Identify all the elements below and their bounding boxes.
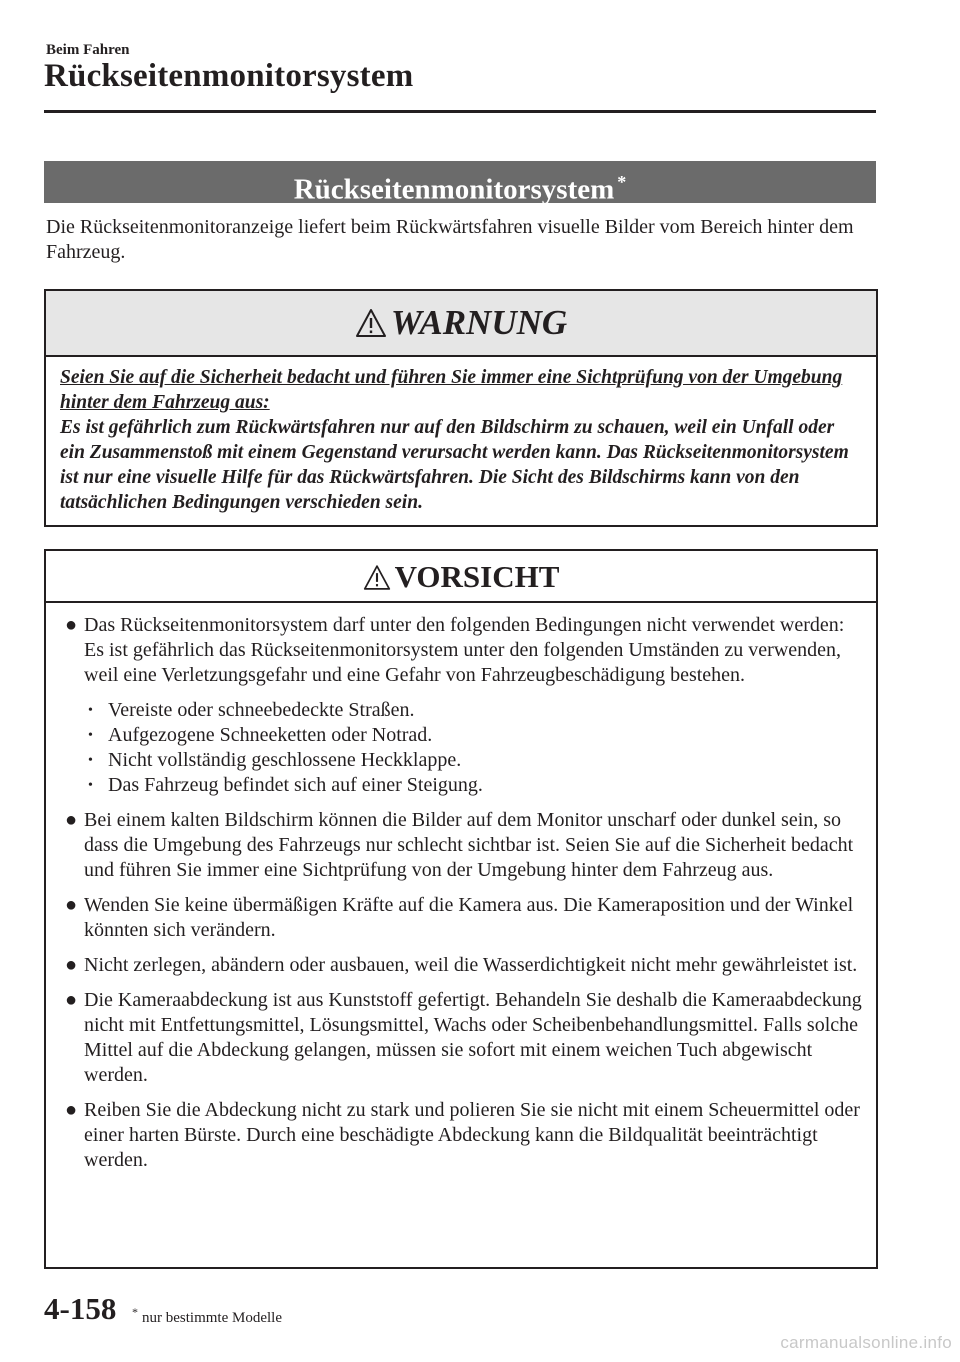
list-item bbox=[62, 808, 862, 883]
sub-bullet-icon: • bbox=[88, 778, 93, 793]
topic-heading: Rückseitenmonitorsystem bbox=[293, 173, 615, 206]
caution-triangle-icon bbox=[363, 564, 391, 591]
list-item bbox=[62, 893, 862, 943]
warning-text: Es ist gefährlich zum Rückwärtsfahren nur auf den Bildschirm zu schauen, weil ein Unfall oder ein Zusammenstoß mit einem Gegenstand verursacht werden kann. Das Rückseitenmonitorsystem ist nur eine visuelle Hilfe für das Rückwärtsfahren. Die Sicht des Bildschirms kann von den tatsächlichen Bedingungen verschieden sein. bbox=[60, 417, 849, 513]
bullet-icon: ● bbox=[65, 1099, 78, 1121]
section-label: Beim Fahren bbox=[46, 42, 130, 58]
warning-lead: Seien Sie auf die Sicherheit bedacht und führen Sie immer eine Sichtprüfung von der Umgebung hinter dem Fahrzeug aus: bbox=[60, 367, 843, 413]
list-item-text: Nicht zerlegen, abändern oder ausbauen, weil die Wasserdichtigkeit nicht mehr gewährleistet ist. bbox=[84, 954, 858, 976]
topic-star-marker: * bbox=[617, 172, 627, 192]
list-item-text: Bei einem kalten Bildschirm können die Bilder auf dem Monitor unscharf oder dunkel sein, so dass die Umgebung des Fahrzeugs nur schlecht sichtbar ist. Seien Sie auf die Sicherheit bedacht und führen Sie immer eine Sichtprüfung von der Umgebung hinter dem Fahrzeug aus. bbox=[84, 809, 854, 881]
title-divider bbox=[44, 110, 876, 113]
sublist-item bbox=[84, 748, 862, 773]
sub-bullet-icon: • bbox=[88, 728, 93, 743]
list-item bbox=[62, 613, 862, 798]
sublist-item-text: Nicht vollständig geschlossene Heckklappe. bbox=[108, 749, 462, 771]
list-item-text: Reiben Sie die Abdeckung nicht zu stark und polieren Sie sie nicht mit einem Scheuermittel oder einer harten Bürste. Durch eine beschädigte Abdeckung kann die Bildqualität beeinträchtigt werden. bbox=[84, 1099, 860, 1171]
sublist-item-text: Vereiste oder schneebedeckte Straßen. bbox=[108, 699, 415, 721]
bullet-icon: ● bbox=[65, 614, 78, 636]
footnote-star-marker: * bbox=[132, 1305, 138, 1319]
warning-title: WARNUNG bbox=[390, 303, 568, 342]
topic-heading-bar bbox=[44, 161, 876, 206]
caution-box bbox=[44, 549, 878, 1269]
list-item bbox=[62, 953, 862, 978]
footnote bbox=[132, 1305, 282, 1327]
condition-sublist bbox=[84, 698, 862, 798]
list-item-text: Wenden Sie keine übermäßigen Kräfte auf die Kamera aus. Die Kameraposition und der Winkel könnten sich verändern. bbox=[84, 894, 854, 941]
intro-paragraph: Die Rückseitenmonitoranzeige liefert beim Rückwärtsfahren visuelle Bilder vom Bereich hinter dem Fahrzeug. bbox=[46, 216, 854, 263]
caution-title: VORSICHT bbox=[394, 559, 560, 594]
sublist-item bbox=[84, 723, 862, 748]
warning-body bbox=[46, 357, 876, 515]
page-number: 4-158 bbox=[44, 1291, 117, 1326]
warning-box bbox=[44, 289, 878, 527]
sublist-item bbox=[84, 773, 862, 798]
warning-header bbox=[46, 291, 876, 357]
bullet-icon: ● bbox=[65, 954, 78, 976]
list-item bbox=[62, 988, 862, 1088]
sublist-item-text: Das Fahrzeug befindet sich auf einer Steigung. bbox=[108, 774, 483, 796]
sub-bullet-icon: • bbox=[88, 703, 93, 718]
bullet-icon: ● bbox=[65, 989, 78, 1011]
sub-bullet-icon: • bbox=[88, 753, 93, 768]
list-item-text: Die Kameraabdeckung ist aus Kunststoff gefertigt. Behandeln Sie deshalb die Kameraabdeckung nicht mit Entfettungsmittel, Lösungsmittel, Wachs oder Scheibenbehandlungsmittel. Falls solche Mittel auf die Abdeckung gelangen, müssen sie sofort mit einem weichen Tuch abgewischt werden. bbox=[84, 989, 862, 1086]
footnote-text: nur bestimmte Modelle bbox=[142, 1310, 282, 1326]
page-title: Rückseitenmonitorsystem bbox=[44, 58, 414, 94]
caution-header bbox=[46, 551, 876, 603]
bullet-icon: ● bbox=[65, 894, 78, 916]
list-item bbox=[62, 1098, 862, 1173]
caution-list bbox=[46, 603, 876, 1173]
sublist-item-text: Aufgezogene Schneeketten oder Notrad. bbox=[108, 724, 433, 746]
watermark: carmanualsonline.info bbox=[780, 1333, 952, 1352]
list-item-text: Das Rückseitenmonitorsystem darf unter den folgenden Bedingungen nicht verwendet werden: Es ist gefährlich das Rückseitenmonitorsystem unter den folgenden Umständen zu verwenden, weil eine Verletzungsgefahr und eine Gefahr von Fahrzeugbeschädigung bestehen. bbox=[84, 614, 845, 686]
bullet-icon: ● bbox=[65, 809, 78, 831]
warning-triangle-icon bbox=[355, 308, 387, 338]
sublist-item bbox=[84, 698, 862, 723]
